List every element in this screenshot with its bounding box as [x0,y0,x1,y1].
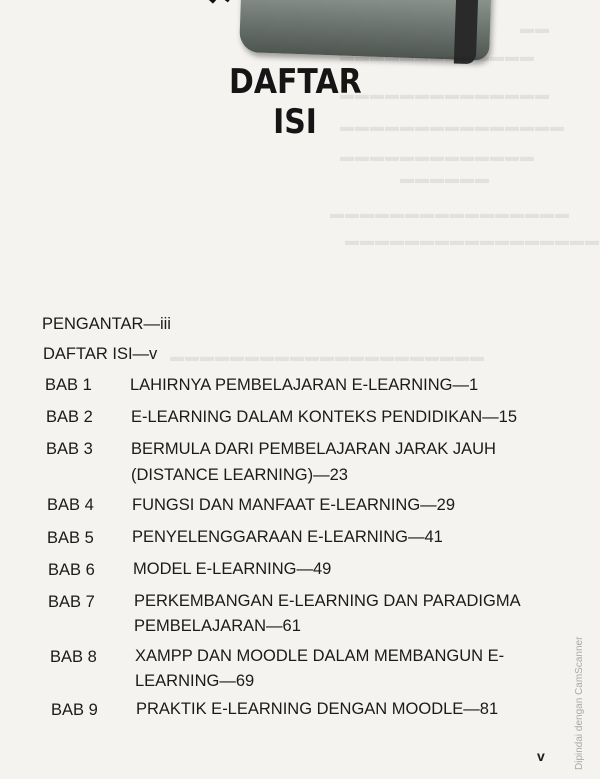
chapter-title: FUNGSI DAN MANFAAT E-LEARNING—29 [132,496,456,514]
chapter-title: BERMULA DARI PEMBELAJARAN JARAK JAUH (DISTANCE LEARNING)—23 [131,440,496,484]
toc-entry-pengantar: PENGANTAR—iii [42,315,171,333]
bleed-through: ▬▬▬▬▬▬▬▬▬▬▬▬▬▬▬▬ [330,205,570,221]
bleed-through: ▬▬▬▬▬▬▬▬▬▬▬▬▬▬▬ [340,118,565,134]
chapter-number: BAB 9 [51,701,98,719]
chapter-number: BAB 7 [48,593,95,611]
chapter-title: E-LEARNING DALAM KONTEKS PENDIDIKAN—15 [131,408,518,426]
chapter-title: MODEL E-LEARNING—49 [133,560,332,578]
bleed-through: ▬▬▬▬▬▬ [400,170,490,186]
chapter-title: XAMPP DAN MOODLE DALAM MEMBANGUN E-LEARNING—69 [135,647,505,690]
scanner-watermark-text: Dipindai dengan CamScanner [574,636,585,770]
bleed-through: ▬▬▬▬▬▬▬▬▬▬▬▬▬ [340,48,535,64]
bleed-through: ▬▬▬▬▬▬▬▬▬▬▬▬▬▬▬▬▬▬▬▬▬ [170,348,485,364]
chapter-title: PENYELENGGARAAN E-LEARNING—41 [132,528,443,546]
bleed-through: ▬▬ [520,20,550,36]
chapter-number: BAB 4 [47,496,94,514]
bleed-through: ▬▬▬▬▬▬▬▬▬▬▬▬▬▬▬▬▬ [345,232,600,248]
title-line-2: ISI [273,102,317,142]
bleed-through: ▬▬▬▬▬▬▬▬▬▬▬▬▬ [340,148,535,164]
chapter-number: BAB 6 [48,561,95,579]
page-number: v [537,748,545,764]
scanner-watermark [574,520,592,775]
chapter-number: BAB 3 [46,440,93,458]
bleed-through: ▬▬▬▬▬▬▬▬▬▬▬▬▬▬ [340,86,550,102]
page-title [220,62,370,142]
bookmark-ribbon [207,0,236,4]
chapter-title: PERKEMBANGAN E-LEARNING DAN PARADIGMA PEMBELAJARAN—61 [134,592,520,635]
chapter-number: BAB 8 [50,648,97,666]
chapter-title: PRAKTIK E-LEARNING DENGAN MOODLE—81 [136,700,499,718]
chapter-number: BAB 2 [46,408,93,426]
toc-entry-daftar-isi: DAFTAR ISI—v [43,345,158,363]
chapter-title: LAHIRNYA PEMBELAJARAN E-LEARNING—1 [130,376,479,394]
chapter-number: BAB 1 [45,376,92,394]
chapter-number: BAB 5 [47,529,94,547]
title-line-1: DAFTAR [229,62,362,102]
